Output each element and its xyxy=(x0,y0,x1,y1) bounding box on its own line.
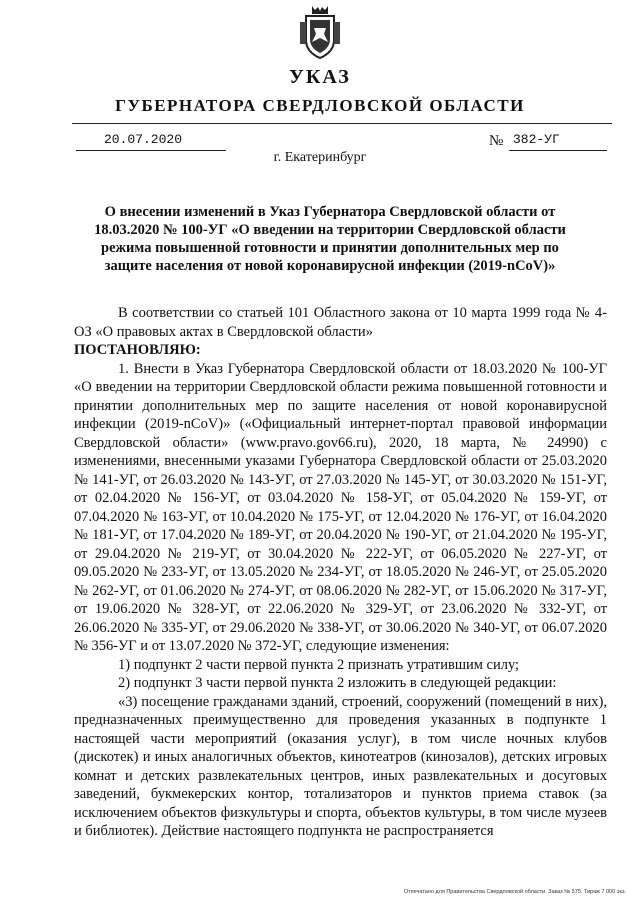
decree-word: ПОСТАНОВЛЯЮ: xyxy=(74,342,201,358)
document-date: 20.07.2020 xyxy=(104,132,183,147)
intro-paragraph: В соответствии со статьей 101 Областного закона от 10 марта 1999 года № 4-ОЗ «О правовых актах в Свердловской области» xyxy=(74,305,607,340)
document-subtitle: ГУБЕРНАТОРА СВЕРДЛОВСКОЙ ОБЛАСТИ xyxy=(115,96,525,115)
paragraph-2: 1) подпункт 2 части первой пункта 2 признать утратившим силу; xyxy=(118,656,520,673)
header-divider xyxy=(72,123,612,124)
document-number: 382-УГ xyxy=(513,132,560,147)
paragraph-4: «3) посещение гражданами зданий, строений, сооружений (помещений в них), предназначенных преимущественно для проведения указанных в подпункте 1 настоящей части мероприятий (оказания услуг), в том числе ночных клубов (дискотек) и иных аналогичных объектов, кинотеатров (кинозалов), детских игровых комнат и детских развлекательных центров, иных развлекательных и досуговых заведений, букмекерских контор, тотализаторов и пунктов приема ставок (за исключением объектов физкультуры и спорта, объектов культуры, в том числе музеев и библиотек). Действие настоящего подпункта не распространяется xyxy=(74,693,607,839)
coat-of-arms-icon xyxy=(298,4,342,60)
paragraph-3: 2) подпункт 3 части первой пункта 2 изложить в следующей редакции: xyxy=(118,675,557,691)
print-footer: Отпечатано для Правительства Свердловской области. Заказ № 575. Тираж 7 000 экз. xyxy=(403,889,626,895)
number-sign: № xyxy=(489,133,504,149)
document-title: УКАЗ xyxy=(289,66,351,88)
document-city: г. Екатеринбург xyxy=(273,150,367,165)
paragraph-1: 1. Внести в Указ Губернатора Свердловской области от 18.03.2020 № 100-УГ «О введении на территории Свердловской области режима повышенной готовности и принятии дополнительных мер по защите населения от новой коронавирусной инфекции (2019-nCoV)» («Официальный интернет-портал правовой информации Свердловской области» (www.pravo.gov66.ru), 2020, 18 марта, № 24990) с изменениями, внесенными указами Губернатора Свердловской области от 25.03.2020 № 141-УГ, от 26.03.2020 № 143-УГ, от 27.03.2020 № 145-УГ, от 30.03.2020 № 151-УГ, от 02.04.2020 № 156-УГ, от 03.04.2020 № 158-УГ, от 05.04.2020 № 159-УГ, от 07.04.2020 № 163-УГ, от 10.04.2020 № 175-УГ, от 12.04.2020 № 176-УГ, от 16.04.2020 № 181-УГ, от 17.04.2020 № 189-УГ, от 20.04.2020 № 190-УГ, от 21.04.2020 № 195-УГ, от 29.04.2020 № 219-УГ, от 30.04.2020 № 222-УГ, от 06.05.2020 № 227-УГ, от 09.05.2020 № 233-УГ, от 13.05.2020 № 234-УГ, от 18.05.2020 № 246-УГ, от 25.05.2020 № 262-УГ, от 01.06.2020 № 274-УГ, от 08.06.2020 № 282-УГ, от 15.06.2020 № 317-УГ, от 19.06.2020 № 328-УГ, от 22.06.2020 № 329-УГ, от 23.06.2020 № 332-УГ, от 26.06.2020 № 335-УГ, от 29.06.2020 № 338-УГ, от 30.06.2020 № 340-УГ, от 06.07.2020 № 356-УГ и от 13.07.2020 № 372-УГ, следующие изменения: xyxy=(74,360,607,654)
document-body xyxy=(74,304,607,841)
document-heading: О внесении изменений в Указ Губернатора Свердловской области от 18.03.2020 № 100-УГ «О введении на территории Свердловской области режима повышенной готовности и принятии дополнительных мер по защите населения от новой коронавирусной инфекции (2019-nCoV)» xyxy=(94,204,566,274)
